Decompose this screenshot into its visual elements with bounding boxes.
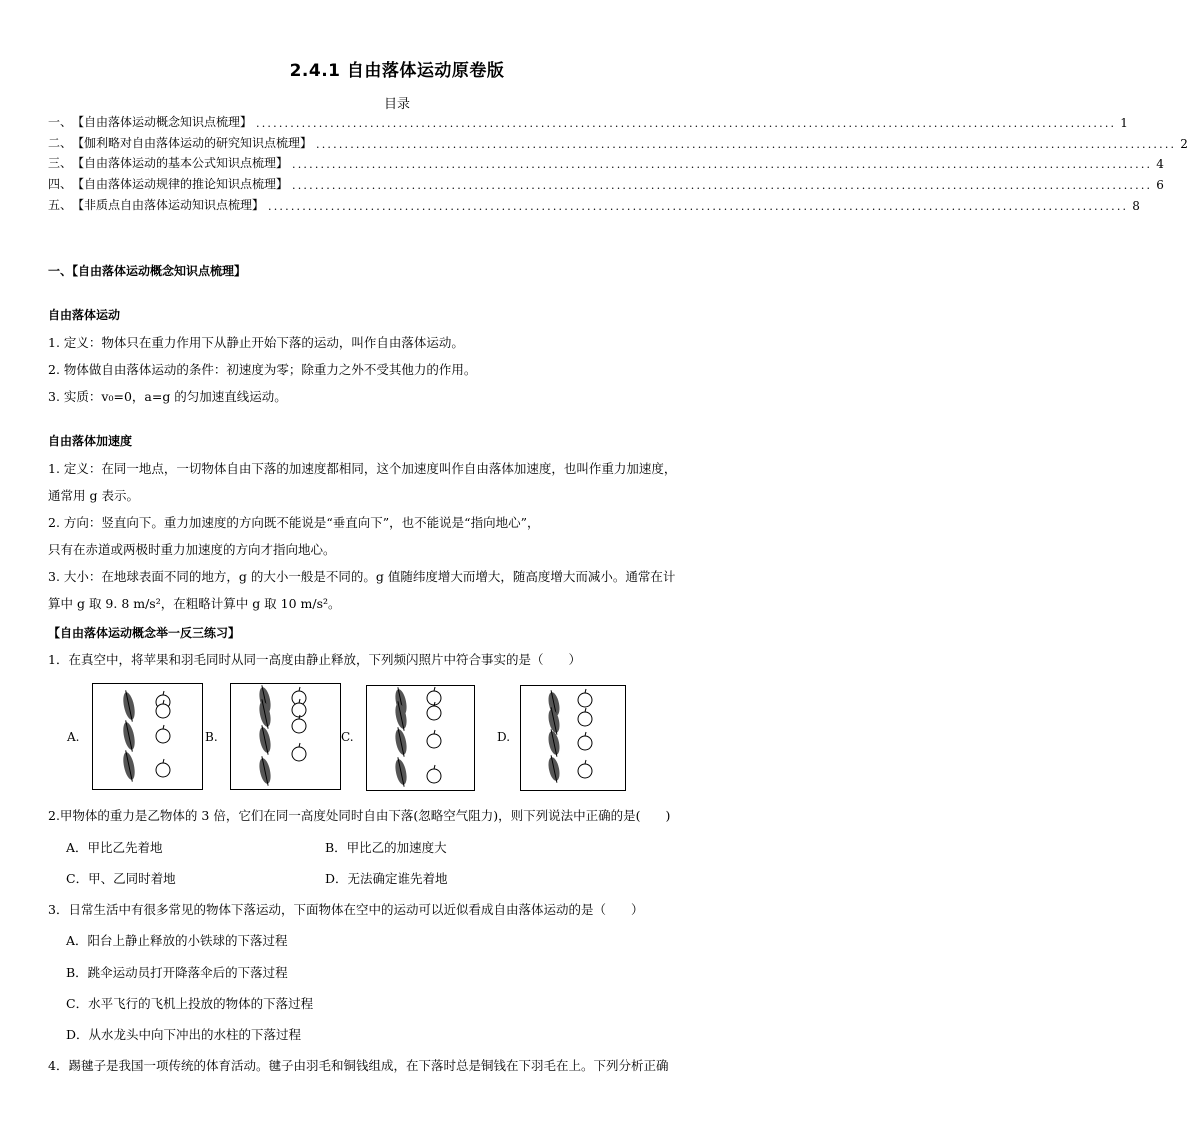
strobe-photo-c — [367, 686, 474, 790]
feather-icon — [546, 754, 562, 783]
apple-icon — [578, 689, 592, 707]
feather-icon — [393, 700, 409, 731]
apple-icon — [578, 760, 592, 778]
apple-icon — [578, 732, 592, 750]
figure-option-d[interactable] — [520, 685, 626, 791]
answer-option[interactable]: D．无法确定谁先着地 — [325, 871, 448, 886]
answer-option[interactable]: C．水平飞行的飞机上投放的物体的下落过程 — [66, 996, 314, 1011]
strobe-photo-b — [231, 684, 340, 789]
paragraph-line: 3. 实质：v₀=0，a=g 的匀加速直线运动。 — [48, 389, 287, 404]
section-heading: 一、【自由落体运动概念知识点梳理】 — [48, 264, 247, 278]
subsection-heading: 自由落体加速度 — [48, 434, 133, 448]
feather-icon — [257, 724, 273, 755]
figure-label: C. — [341, 730, 354, 744]
toc-leader-dots: ....................................................................................................................................................... — [316, 138, 1177, 151]
paragraph-line: 2. 方向：竖直向下。重力加速度的方向既不能说是“垂直向下”，也不能说是“指向地心”， — [48, 515, 540, 530]
toc-leader-dots: ....................................................................................................................................................... — [256, 117, 1117, 130]
feather-icon — [393, 756, 409, 787]
toc-item-text: 【自由落体运动规律的推论知识点梳理】 — [72, 177, 289, 191]
apple-icon — [578, 708, 592, 726]
paragraph-line: 2. 物体做自由落体运动的条件：初速度为零；除重力之外不受其他力的作用。 — [48, 362, 477, 377]
practice-heading: 【自由落体运动概念举一反三练习】 — [48, 626, 241, 640]
question-stem: 1．在真空中，将苹果和羽毛同时从同一高度由静止释放，下列频闪照片中符合事实的是（ ） — [48, 652, 581, 667]
toc-item-text: 【非质点自由落体运动知识点梳理】 — [72, 198, 265, 212]
toc-leader-dots: ....................................................................................................................................................... — [292, 179, 1153, 192]
question-stem: 2.甲物体的重力是乙物体的 3 倍，它们在同一高度处同时自由下落(忽略空气阻力)，则下列说法中正确的是( ) — [48, 808, 671, 823]
apple-icon — [292, 743, 306, 761]
paragraph-line: 3. 大小：在地球表面不同的地方，g 的大小一般是不同的。g 值随纬度增大而增大，随高度增大而减小。通常在计 — [48, 569, 676, 584]
toc-item[interactable] — [48, 174, 1164, 192]
toc-item[interactable] — [48, 112, 1128, 130]
toc-item-number: 二、 — [48, 136, 73, 150]
toc-item-page: 1 — [1120, 116, 1128, 130]
toc-item-number: 三、 — [48, 156, 73, 170]
answer-option[interactable]: A．甲比乙先着地 — [66, 840, 163, 855]
feather-icon — [121, 689, 137, 722]
toc-item-page: 2 — [1180, 137, 1188, 151]
toc-item-number: 五、 — [48, 198, 73, 212]
subsection-heading: 自由落体运动 — [48, 308, 121, 322]
answer-option[interactable]: C．甲、乙同时着地 — [66, 871, 176, 886]
toc-leader-dots: ....................................................................................................................................................... — [292, 158, 1153, 171]
figure-label: D. — [497, 730, 511, 744]
question-stem: 4．踢毽子是我国一项传统的体育活动。毽子由羽毛和铜钱组成，在下落时总是铜钱在下羽毛在上。下列分析正确 — [48, 1058, 669, 1073]
toc-item-text: 【自由落体运动概念知识点梳理】 — [72, 115, 253, 129]
apple-icon — [156, 725, 170, 743]
toc-heading: 目录 — [383, 97, 410, 112]
apple-icon — [427, 730, 441, 748]
toc-leader-dots: ....................................................................................................................................................... — [268, 200, 1129, 213]
apple-icon — [292, 715, 306, 733]
figure-label: B. — [205, 730, 218, 744]
figure-label: A. — [67, 730, 80, 744]
feather-icon — [121, 749, 137, 782]
feather-icon — [257, 698, 273, 729]
page-title: 2.4.1 自由落体运动原卷版 — [289, 61, 505, 81]
feather-icon — [121, 719, 137, 752]
question-stem: 3．日常生活中有很多常见的物体下落运动，下面物体在空中的运动可以近似看成自由落体运动的是（ ） — [48, 902, 644, 917]
toc-item-text: 【伽利略对自由落体运动的研究知识点梳理】 — [72, 136, 313, 150]
feather-icon — [257, 755, 273, 786]
feather-icon — [393, 726, 409, 757]
strobe-photo-a — [93, 684, 202, 789]
toc-item-number: 四、 — [48, 177, 73, 191]
figure-option-b[interactable] — [230, 683, 341, 790]
paragraph-line: 算中 g 取 9. 8 m/s²，在粗略计算中 g 取 10 m/s²。 — [48, 596, 341, 611]
paragraph-line: 1. 定义：物体只在重力作用下从静止开始下落的运动，叫作自由落体运动。 — [48, 335, 464, 350]
toc-item-text: 【自由落体运动的基本公式知识点梳理】 — [72, 156, 289, 170]
toc-item[interactable] — [48, 153, 1164, 171]
apple-icon — [427, 687, 441, 705]
apple-icon — [427, 765, 441, 783]
answer-option[interactable]: B．跳伞运动员打开降落伞后的下落过程 — [66, 965, 288, 980]
apple-icon — [427, 702, 441, 720]
apple-icon — [156, 759, 170, 777]
toc-item-number: 一、 — [48, 115, 73, 129]
strobe-photo-d — [521, 686, 625, 790]
feather-icon — [546, 706, 562, 735]
answer-option[interactable]: A．阳台上静止释放的小铁球的下落过程 — [66, 933, 288, 948]
figure-option-c[interactable] — [366, 685, 475, 791]
toc-item-page: 8 — [1132, 199, 1140, 213]
toc-item-page: 6 — [1156, 178, 1164, 192]
toc-item-page: 4 — [1156, 157, 1164, 171]
paragraph-line: 只有在赤道或两极时重力加速度的方向才指向地心。 — [48, 542, 336, 557]
toc-item[interactable] — [48, 133, 1188, 151]
answer-option[interactable]: B．甲比乙的加速度大 — [325, 840, 447, 855]
paragraph-line: 通常用 g 表示。 — [48, 488, 139, 503]
toc-item[interactable] — [48, 195, 1140, 213]
figure-option-a[interactable] — [92, 683, 203, 790]
paragraph-line: 1. 定义：在同一地点，一切物体自由下落的加速度都相同，这个加速度叫作自由落体加速度，也叫作重力加速度， — [48, 461, 677, 476]
answer-option[interactable]: D．从水龙头中向下冲出的水柱的下落过程 — [66, 1027, 302, 1042]
feather-icon — [546, 728, 562, 757]
